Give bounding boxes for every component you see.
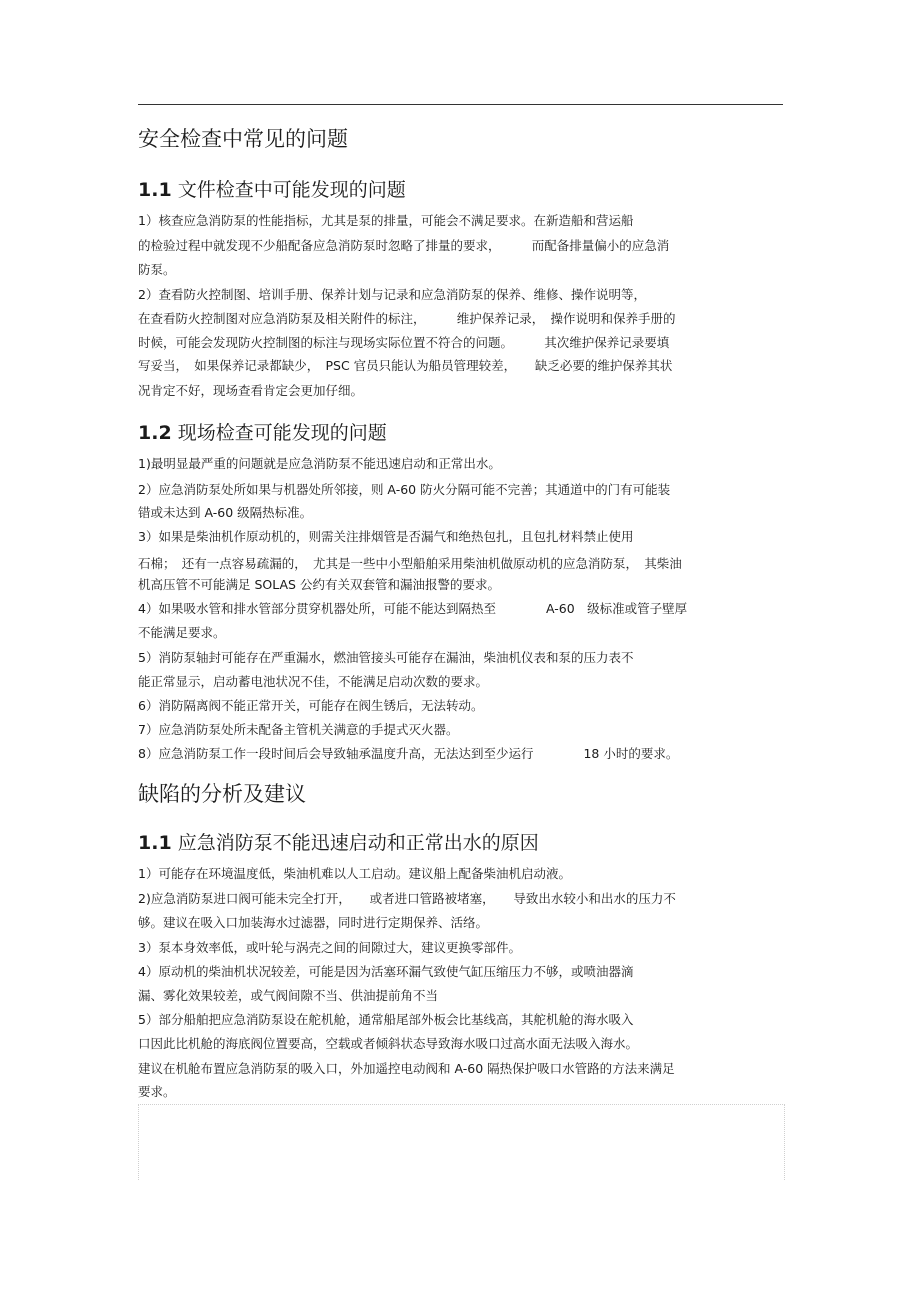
paragraph-line: 时候，可能会发现防火控制图的标注与现场实际位置不符合的问题。 其次维护保养记录要填 <box>138 335 670 350</box>
section-2-1-number: 1.1 <box>138 832 172 854</box>
section-1-2-heading <box>138 418 387 445</box>
paragraph-line: 8）应急消防泵工作一段时间后会导致轴承温度升高，无法达到至少运行 18 小时的要求。 <box>138 746 679 761</box>
paragraph-line: 况肯定不好，现场查看肯定会更加仔细。 <box>138 383 364 398</box>
paragraph-line: 4）原动机的柴油机状况较差，可能是因为活塞环漏气致使气缸压缩压力不够，或喷油器滴 <box>138 964 634 979</box>
section-1-1-number: 1.1 <box>138 179 172 201</box>
paragraph-line: 6）消防隔离阀不能正常开关，可能存在阀生锈后，无法转动。 <box>138 698 484 713</box>
paragraph-line: 机高压管不可能满足 SOLAS 公约有关双套管和漏油报警的要求。 <box>138 577 500 592</box>
section-2-1-heading <box>138 828 539 855</box>
section-1-2-title: 现场检查可能发现的问题 <box>177 422 387 444</box>
section-2-heading: 缺陷的分析及建议 <box>138 782 306 806</box>
empty-content-frame <box>138 1104 785 1180</box>
paragraph-line: 的检验过程中就发现不少船配备应急消防泵时忽略了排量的要求， 而配备排量偏小的应急消 <box>138 238 670 253</box>
paragraph-line: 够。建议在吸入口加装海水过滤器，同时进行定期保养、活络。 <box>138 915 489 930</box>
section-2-1-title: 应急消防泵不能迅速启动和正常出水的原因 <box>177 832 539 854</box>
section-1-2-number: 1.2 <box>138 422 172 444</box>
paragraph-line: 1）核查应急消防泵的性能指标，尤其是泵的排量，可能会不满足要求。在新造船和营运船 <box>138 213 634 228</box>
paragraph-line: 不能满足要求。 <box>138 625 226 640</box>
paragraph-line: 2)应急消防泵进口阀可能未完全打开， 或者进口管路被堵塞， 导致出水较小和出水的压力不 <box>138 891 676 906</box>
paragraph-line: 石棉； 还有一点容易疏漏的， 尤其是一些中小型船舶采用柴油机做原动机的应急消防泵， 其柴油 <box>138 556 682 571</box>
paragraph-line: 防泵。 <box>138 262 176 277</box>
paragraph-line: 能正常显示，启动蓄电池状况不佳，不能满足启动次数的要求。 <box>138 674 489 689</box>
paragraph-line: 写妥当， 如果保养记录都缺少， PSC 官员只能认为船员管理较差， 缺乏必要的维护保养其状 <box>138 358 673 373</box>
paragraph-line: 口因此比机舱的海底阀位置要高，空载或者倾斜状态导致海水吸口过高水面无法吸入海水。 <box>138 1036 639 1051</box>
paragraph-line: 2）查看防火控制图、培训手册、保养计划与记录和应急消防泵的保养、维修、操作说明等， <box>138 287 646 302</box>
paragraph-line: 1）可能存在环境温度低，柴油机难以人工启动。建议船上配备柴油机启动液。 <box>138 866 571 881</box>
paragraph-line: 3）泵本身效率低，或叶轮与涡壳之间的间隙过大，建议更换零部件。 <box>138 940 521 955</box>
header-rule <box>138 104 783 105</box>
paragraph-line: 3）如果是柴油机作原动机的，则需关注排烟管是否漏气和绝热包扎，且包扎材料禁止使用 <box>138 529 634 544</box>
paragraph-line: 7）应急消防泵处所未配备主管机关满意的手提式灭火器。 <box>138 722 459 737</box>
section-1-1-heading <box>138 175 406 202</box>
paragraph-line: 4）如果吸水管和排水管部分贯穿机器处所，可能不能达到隔热至 A-60 级标准或管子壁厚 <box>138 601 688 616</box>
paragraph-line: 建议在机舱布置应急消防泵的吸入口，外加遥控电动阀和 A-60 隔热保护吸口水管路的方法来满足 <box>138 1061 675 1076</box>
paragraph-line: 1)最明显最严重的问题就是应急消防泵不能迅速启动和正常出水。 <box>138 456 501 471</box>
paragraph-line: 要求。 <box>138 1084 176 1099</box>
paragraph-line: 在查看防火控制图对应急消防泵及相关附件的标注， 维护保养记录， 操作说明和保养手册的 <box>138 311 676 326</box>
paragraph-line: 漏、雾化效果较差，或气阀间隙不当、供油提前角不当 <box>138 988 439 1003</box>
paragraph-line: 5）部分船舶把应急消防泵设在舵机舱，通常船尾部外板会比基线高，其舵机舱的海水吸入 <box>138 1012 634 1027</box>
paragraph-line: 错或未达到 A-60 级隔热标准。 <box>138 505 313 520</box>
section-1-1-title: 文件检查中可能发现的问题 <box>177 179 406 201</box>
page-title: 安全检查中常见的问题 <box>138 127 348 151</box>
paragraph-line: 2）应急消防泵处所如果与机器处所邻接，则 A-60 防火分隔可能不完善；其通道中的门有可能装 <box>138 482 671 497</box>
paragraph-line: 5）消防泵轴封可能存在严重漏水，燃油管接头可能存在漏油，柴油机仪表和泵的压力表不 <box>138 650 634 665</box>
